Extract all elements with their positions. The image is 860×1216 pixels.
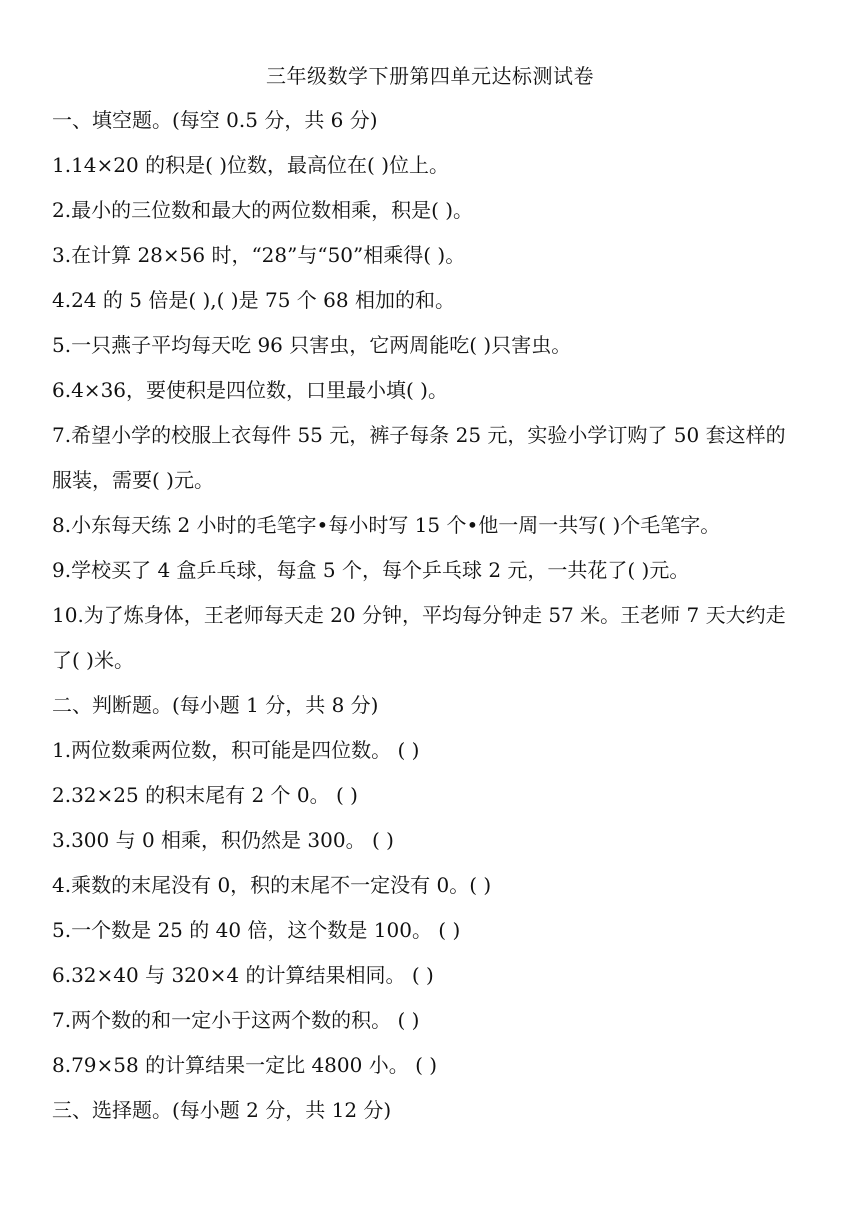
fill-question-4: 4.24 的 5 倍是( ),( )是 75 个 68 相加的和。: [52, 288, 455, 312]
judge-question-8: 8.79×58 的计算结果一定比 4800 小。 ( ): [52, 1053, 438, 1077]
judge-question-3: 3.300 与 0 相乘，积仍然是 300。 ( ): [52, 828, 394, 852]
fill-question-9: 9.学校买了 4 盒乒乓球，每盒 5 个，每个乒乓球 2 元，一共花了( )元。: [52, 558, 690, 582]
fill-question-1: 1.14×20 的积是( )位数，最高位在( )位上。: [52, 153, 450, 177]
fill-question-3: 3.在计算 28×56 时，“28”与“50”相乘得( )。: [52, 243, 466, 267]
judge-question-2: 2.32×25 的积末尾有 2 个 0。 ( ): [52, 783, 358, 807]
fill-question-5: 5.一只燕子平均每天吃 96 只害虫，它两周能吃( )只害虫。: [52, 333, 572, 357]
fill-question-6: 6.4×36，要使积是四位数，口里最小填( )。: [52, 378, 448, 402]
judge-question-1: 1.两位数乘两位数，积可能是四位数。 ( ): [52, 738, 420, 762]
fill-question-10-line-1: 10.为了炼身体，王老师每天走 20 分钟，平均每分钟走 57 米。王老师 7 天大约走: [52, 603, 786, 627]
judge-question-6: 6.32×40 与 320×4 的计算结果相同。 ( ): [52, 963, 434, 987]
fill-question-7-line-2: 服装，需要( )元。: [52, 468, 214, 492]
fill-question-8: 8.小东每天练 2 小时的毛笔字•每小时写 15 个•他一周一共写( )个毛笔字。: [52, 513, 721, 537]
judge-question-5: 5.一个数是 25 的 40 倍，这个数是 100。 ( ): [52, 918, 461, 942]
section-heading-fill-in: 一、填空题。(每空 0.5 分，共 6 分): [52, 108, 378, 132]
section-heading-multiple-choice: 三、选择题。(每小题 2 分，共 12 分): [52, 1098, 392, 1122]
section-heading-true-false: 二、判断题。(每小题 1 分，共 8 分): [52, 693, 379, 717]
judge-question-4: 4.乘数的末尾没有 0，积的末尾不一定没有 0。( ): [52, 873, 492, 897]
fill-question-7-line-1: 7.希望小学的校服上衣每件 55 元，裤子每条 25 元，实验小学订购了 50 套这样的: [52, 423, 786, 447]
page-title: 三年级数学下册第四单元达标测试卷: [266, 64, 594, 88]
fill-question-10-line-2: 了( )米。: [52, 648, 134, 672]
judge-question-7: 7.两个数的和一定小于这两个数的积。 ( ): [52, 1008, 420, 1032]
fill-question-2: 2.最小的三位数和最大的两位数相乘，积是( )。: [52, 198, 474, 222]
